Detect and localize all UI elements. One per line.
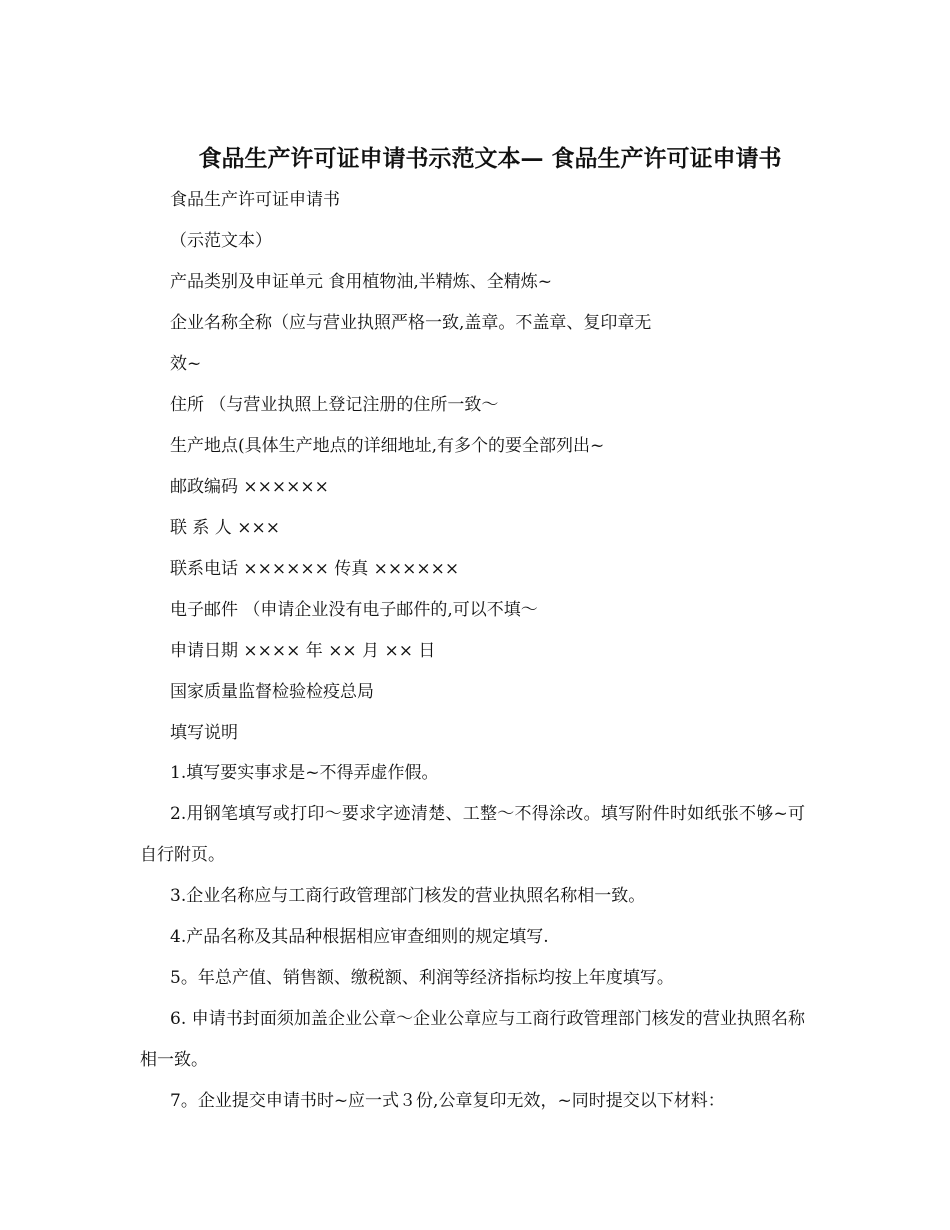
postal-code-line: 邮政编码 ×××××× <box>170 477 329 497</box>
cover-heading: 食品生产许可证申请书 <box>170 190 340 210</box>
issuing-authority-line: 国家质量监督检验检疫总局 <box>170 682 374 702</box>
address-line: 住所 （与营业执照上登记注册的住所一致～ <box>170 395 499 415</box>
cover-subheading: （示范文本） <box>170 231 272 251</box>
product-category-line: 产品类别及申证单元 食用植物油,半精炼、全精炼~ <box>170 272 553 292</box>
instruction-item-5: 5。年总产值、销售额、缴税额、利润等经济指标均按上年度填写。 <box>170 968 674 988</box>
instruction-item-4: 4.产品名称及其品种根据相应审查细则的规定填写. <box>170 927 549 947</box>
contact-person-line: 联 系 人 ××× <box>170 518 280 538</box>
instruction-item-7: 7。企业提交申请书时~应一式３份,公章复印无效，~同时提交以下材料： <box>170 1091 725 1111</box>
phone-fax-line: 联系电话 ×××××× 传真 ×××××× <box>170 559 460 579</box>
company-name-line: 企业名称全称（应与营业执照严格一致,盖章。不盖章、复印章无 <box>170 313 652 333</box>
company-name-line-continued: 效~ <box>170 354 202 374</box>
instructions-heading: 填写说明 <box>170 723 238 743</box>
application-date-line: 申请日期 ×××× 年 ×× 月 ×× 日 <box>170 641 436 661</box>
production-site-line: 生产地点(具体生产地点的详细地址,有多个的要全部列出~ <box>170 436 605 456</box>
instruction-item-6: 6. 申请书封面须加盖企业公章～企业公章应与工商行政管理部门核发的营业执照名称相一致。 <box>140 1009 805 1070</box>
instruction-item-3: 3.企业名称应与工商行政管理部门核发的营业执照名称相一致。 <box>170 886 646 906</box>
instruction-item-2: 2.用钢笔填写或打印～要求字迹清楚、工整～不得涂改。填写附件时如纸张不够~可自行附页。 <box>140 804 805 865</box>
document-title: 食品生产许可证申请书示范文本— 食品生产许可证申请书 <box>198 145 782 172</box>
email-line: 电子邮件 （申请企业没有电子邮件的,可以不填～ <box>170 600 538 620</box>
instruction-item-1: 1.填写要实事求是~不得弄虚作假。 <box>170 763 439 783</box>
